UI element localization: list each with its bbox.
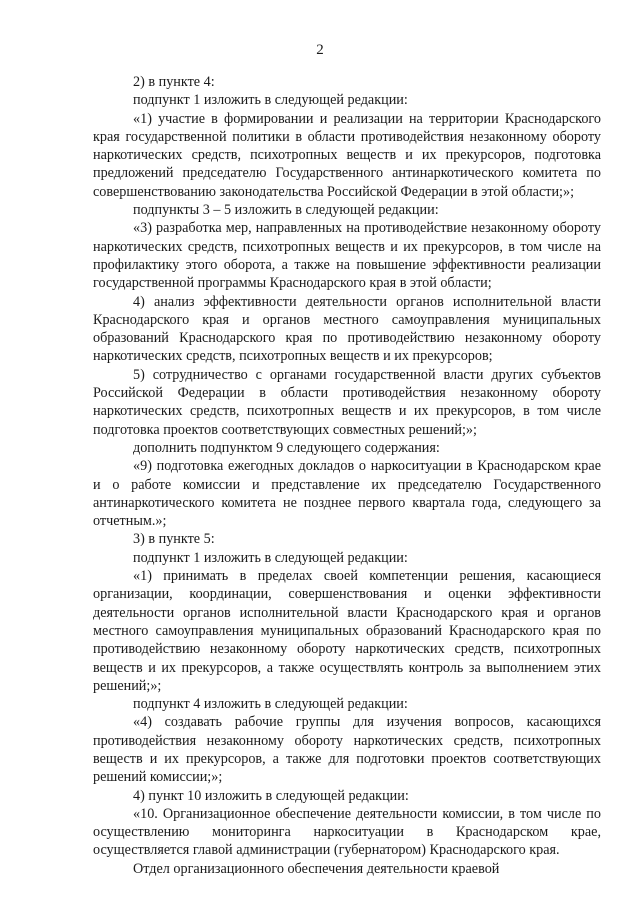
paragraph: подпункты 3 – 5 изложить в следующей редакции: xyxy=(133,202,439,219)
paragraph: «3) разработка мер, направленных на противодействие незаконному обороту наркотических средств, психотропных веществ и их прекурсоров, в том числе на профилактику этого оборота, а также на повышение эффективности реализации государственной программы Краснодарского края в этой области; xyxy=(93,220,601,292)
page-number: 2 xyxy=(316,42,324,58)
paragraph: дополнить подпунктом 9 следующего содержания: xyxy=(133,439,440,456)
paragraph: 4) пункт 10 изложить в следующей редакции: xyxy=(133,787,409,804)
paragraph: 5) сотрудничество с органами государственной власти других субъектов Российской Федерации в области противодействия незаконному обороту наркотических средств, психотропных веществ и их прекурсоров, в том числе подготовка проектов соответствующих совместных решений;»; xyxy=(93,366,601,438)
paragraph: Отдел организационного обеспечения деятельности краевой xyxy=(133,860,500,877)
paragraph: 3) в пункте 5: xyxy=(133,531,215,548)
paragraph: подпункт 1 изложить в следующей редакции: xyxy=(133,549,408,566)
paragraph: 2) в пункте 4: xyxy=(133,74,215,90)
paragraph: подпункт 1 изложить в следующей редакции: xyxy=(133,92,408,109)
paragraph: «10. Организационное обеспечение деятельности комиссии, в том числе по осуществлению мониторинга наркоситуации в Краснодарском крае, осуществляется главой администрации (губернатором) Краснодарского края. xyxy=(93,805,601,859)
document-body xyxy=(93,73,601,878)
paragraph: «4) создавать рабочие группы для изучения вопросов, касающихся противодействия незаконному обороту наркотических средств, психотропных веществ и их прекурсоров, а также для подготовки проектов соответствующих решений комиссии;»; xyxy=(93,714,601,786)
paragraph: «1) принимать в пределах своей компетенции решения, касающиеся организации, координации, совершенствования и оценки эффективности деятельности органов исполнительной власти Краснодарского края и органов местного самоуправления муниципальных образований Краснодарского края по противодействию незаконному обороту наркотических средств, психотропных веществ и их прекурсоров, а также осуществлять контроль за выполнением этих решений;»; xyxy=(93,568,601,694)
paragraph: подпункт 4 изложить в следующей редакции: xyxy=(133,696,408,713)
paragraph: «1) участие в формировании и реализации на территории Краснодарского края государственной политики в области противодействия незаконному обороту наркотических средств, психотропных веществ и их прекурсоров, подготовка предложений председателю Государственного антинаркотического комитета по совершенствованию законодательства Российской Федерации в этой области;»; xyxy=(93,110,601,200)
paragraph: «9) подготовка ежегодных докладов о наркоситуации в Краснодарском крае и о работе комиссии и представление их председателю Государственного антинаркотического комитета не позднее первого квартала года, следующего за отчетным.»; xyxy=(93,458,601,530)
paragraph: 4) анализ эффективности деятельности органов исполнительной власти Краснодарского края и органов местного самоуправления муниципальных образований Краснодарского края по противодействию незаконному обороту наркотических средств, психотропных веществ и их прекурсоров; xyxy=(93,293,601,365)
